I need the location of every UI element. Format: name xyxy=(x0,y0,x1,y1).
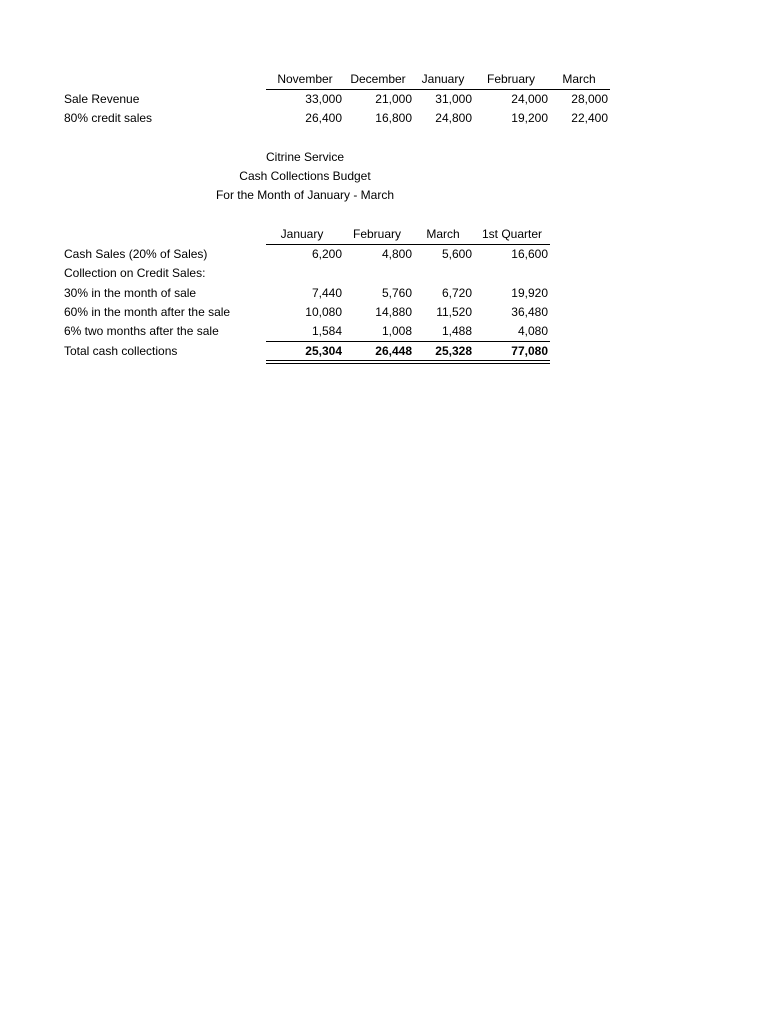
sales-row-label: Sale Revenue xyxy=(64,92,140,106)
budget-col-header: January xyxy=(280,227,324,241)
total-double-underline-top xyxy=(266,360,550,361)
sales-cell: 21,000 xyxy=(375,92,412,106)
sales-cell: 16,800 xyxy=(375,111,412,125)
budget-cell: 16,600 xyxy=(511,247,548,261)
total-row-label: Total cash collections xyxy=(64,344,178,358)
budget-col-header: March xyxy=(426,227,460,241)
sales-cell: 19,200 xyxy=(511,111,548,125)
sales-col-header: November xyxy=(277,72,333,86)
budget-header-underline xyxy=(266,244,550,245)
sales-cell: 33,000 xyxy=(305,92,342,106)
budget-cell: 7,440 xyxy=(311,286,342,300)
subtotal-rule xyxy=(266,341,550,342)
budget-cell: 6,200 xyxy=(311,247,342,261)
budget-row-label: Cash Sales (20% of Sales) xyxy=(64,247,208,261)
budget-cell: 19,920 xyxy=(511,286,548,300)
sales-col-header: January xyxy=(421,72,465,86)
budget-cell: 6,720 xyxy=(441,286,472,300)
total-cell: 26,448 xyxy=(375,344,412,358)
total-cell: 77,080 xyxy=(511,344,548,358)
budget-row-label: 60% in the month after the sale xyxy=(64,305,231,319)
sales-header-underline xyxy=(266,89,610,90)
sales-cell: 24,800 xyxy=(435,111,472,125)
sales-cell: 28,000 xyxy=(571,92,608,106)
sales-cell: 24,000 xyxy=(511,92,548,106)
budget-col-header: February xyxy=(352,227,402,241)
budget-row-label: 6% two months after the sale xyxy=(64,324,219,338)
budget-cell: 5,600 xyxy=(441,247,472,261)
budget-title: Cash Collections Budget xyxy=(239,169,371,183)
budget-period: For the Month of January - March xyxy=(215,188,395,202)
sales-cell: 26,400 xyxy=(305,111,342,125)
budget-cell: 14,880 xyxy=(375,305,412,319)
budget-cell: 4,800 xyxy=(381,247,412,261)
budget-cell: 10,080 xyxy=(305,305,342,319)
total-double-underline-bottom xyxy=(266,363,550,364)
budget-col-header: 1st Quarter xyxy=(481,227,543,241)
budget-cell: 5,760 xyxy=(381,286,412,300)
budget-cell: 1,584 xyxy=(311,324,342,338)
total-cell: 25,328 xyxy=(435,344,472,358)
total-cell: 25,304 xyxy=(305,344,342,358)
budget-row-label: 30% in the month of sale xyxy=(64,286,197,300)
sales-col-header: March xyxy=(562,72,596,86)
sales-cell: 31,000 xyxy=(435,92,472,106)
budget-cell: 11,520 xyxy=(436,305,472,319)
budget-cell: 36,480 xyxy=(511,305,548,319)
budget-cell: 4,080 xyxy=(517,324,548,338)
sales-cell: 22,400 xyxy=(571,111,608,125)
budget-row-label: Collection on Credit Sales: xyxy=(64,266,206,280)
budget-cell: 1,008 xyxy=(381,324,412,338)
company-name: Citrine Service xyxy=(265,150,345,164)
sales-col-header: December xyxy=(350,72,406,86)
budget-cell: 1,488 xyxy=(441,324,472,338)
sales-col-header: February xyxy=(486,72,536,86)
sales-row-label: 80% credit sales xyxy=(64,111,153,125)
